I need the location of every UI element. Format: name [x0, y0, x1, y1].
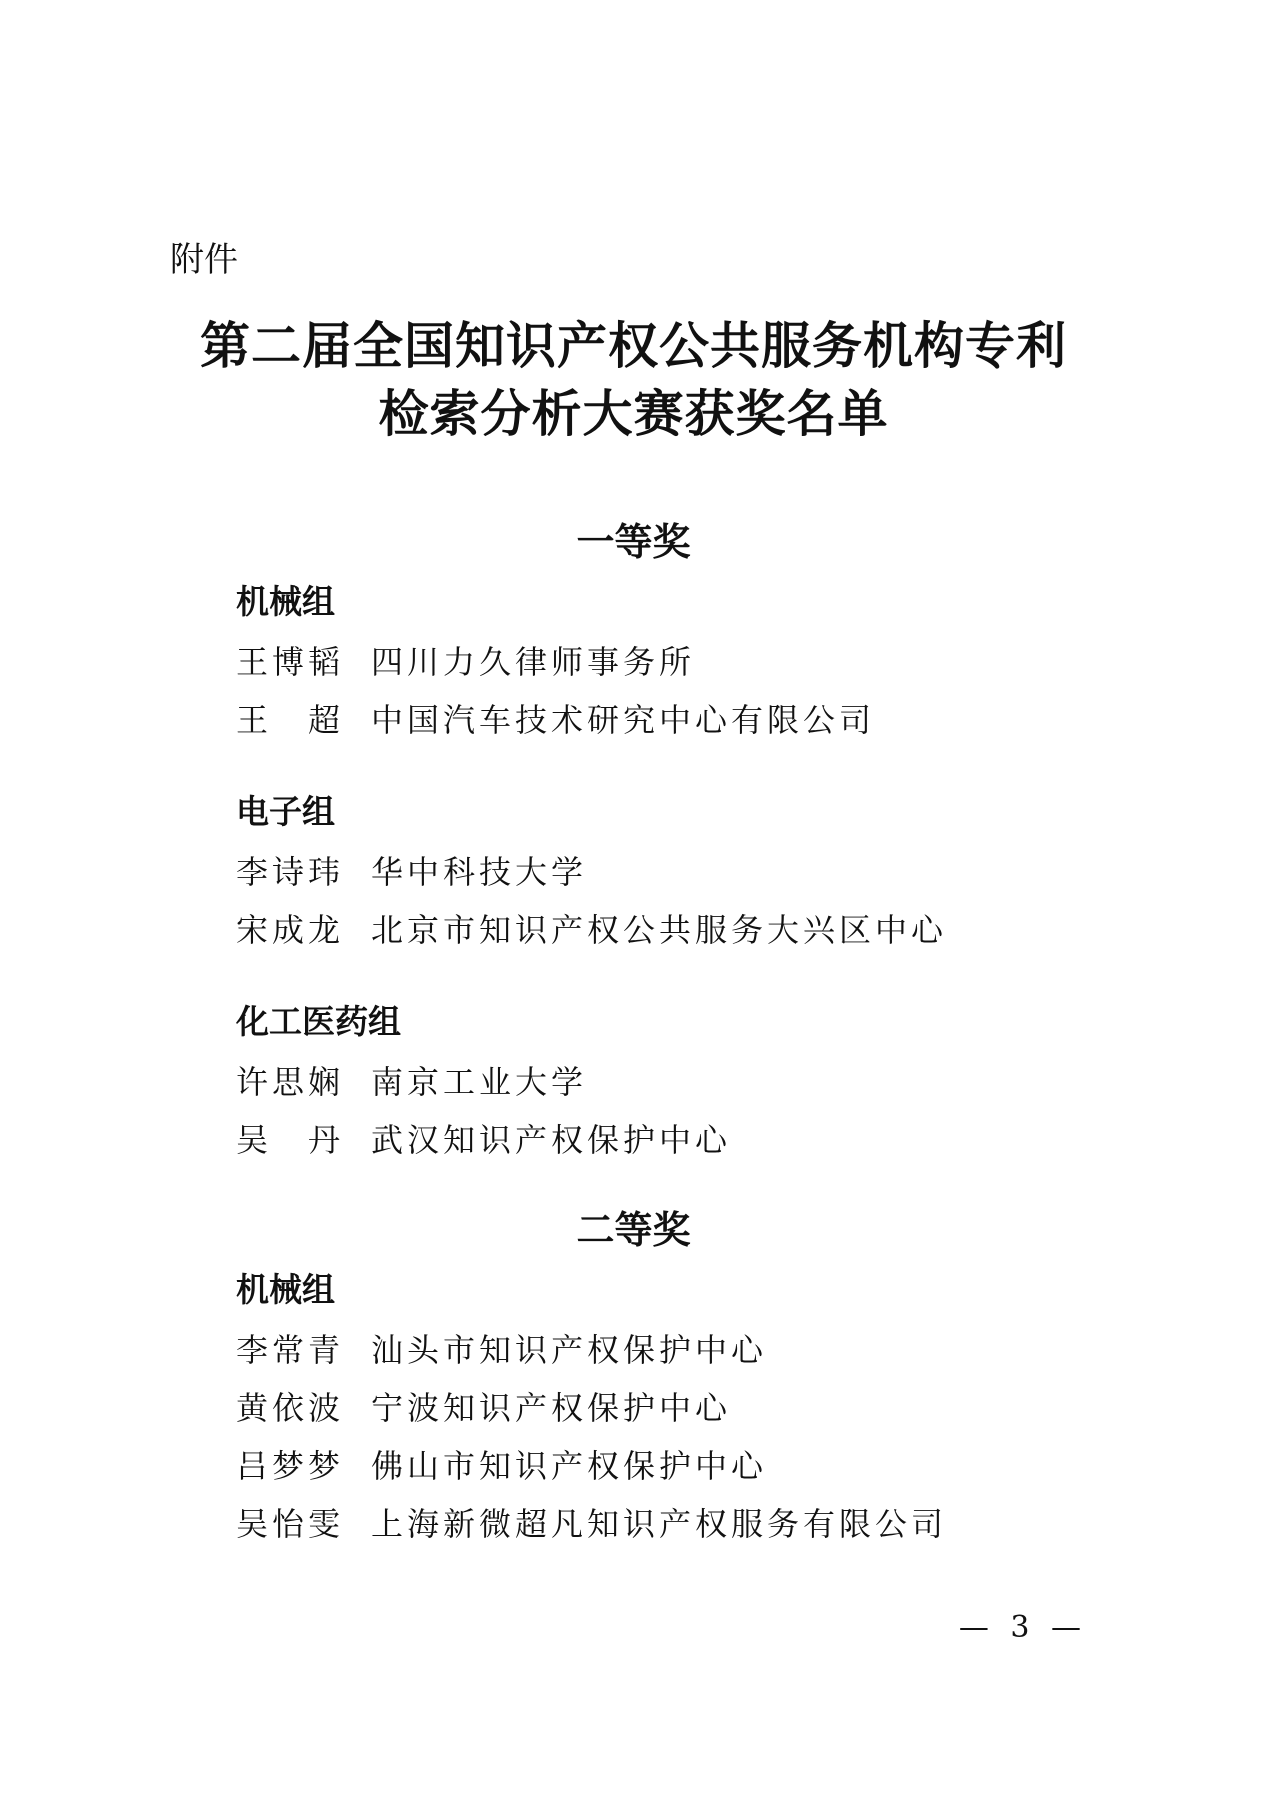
winner-name: 王 超	[236, 701, 345, 739]
award-row	[236, 910, 947, 950]
winner-name: 李诗玮	[236, 853, 345, 891]
winner-organization: 四川力久律师事务所	[371, 643, 696, 681]
winner-organization: 南京工业大学	[371, 1063, 588, 1101]
winner-name: 吕梦梦	[236, 1447, 345, 1485]
group-heading: 化工医药组	[236, 1002, 401, 1041]
award-row	[236, 852, 587, 892]
winner-organization: 宁波知识产权保护中心	[371, 1389, 732, 1427]
page-number: — 3 —	[958, 1610, 1087, 1645]
winner-name: 许思娴	[236, 1063, 345, 1101]
prize-heading-first: 一等奖	[576, 519, 691, 564]
award-row	[236, 642, 695, 682]
title-line-1: 第二届全国知识产权公共服务机构专利	[200, 316, 1067, 375]
winner-organization: 汕头市知识产权保护中心	[371, 1331, 768, 1369]
winner-name: 吴 丹	[236, 1121, 345, 1159]
attachment-label: 附件	[170, 240, 238, 280]
group-heading: 电子组	[236, 792, 335, 831]
winner-organization: 佛山市知识产权保护中心	[371, 1447, 768, 1485]
award-row	[236, 1504, 947, 1544]
winner-name: 宋成龙	[236, 911, 345, 949]
group-heading: 机械组	[236, 582, 335, 621]
document-title	[0, 312, 1267, 448]
award-row	[236, 1120, 731, 1160]
winner-name: 王博韬	[236, 643, 345, 681]
winner-name: 李常青	[236, 1331, 345, 1369]
award-row	[236, 700, 875, 740]
winner-organization: 武汉知识产权保护中心	[371, 1121, 732, 1159]
winner-organization: 中国汽车技术研究中心有限公司	[371, 701, 876, 739]
award-row	[236, 1388, 731, 1428]
winner-organization: 上海新微超凡知识产权服务有限公司	[371, 1505, 948, 1543]
winner-name: 黄依波	[236, 1389, 345, 1427]
award-row	[236, 1062, 587, 1102]
group-heading: 机械组	[236, 1270, 335, 1309]
award-row	[236, 1330, 767, 1370]
prize-heading-second: 二等奖	[576, 1207, 691, 1252]
winner-organization: 华中科技大学	[371, 853, 588, 891]
title-line-2: 检索分析大赛获奖名单	[378, 384, 889, 443]
winner-organization: 北京市知识产权公共服务大兴区中心	[371, 911, 948, 949]
award-row	[236, 1446, 767, 1486]
winner-name: 吴怡雯	[236, 1505, 345, 1543]
